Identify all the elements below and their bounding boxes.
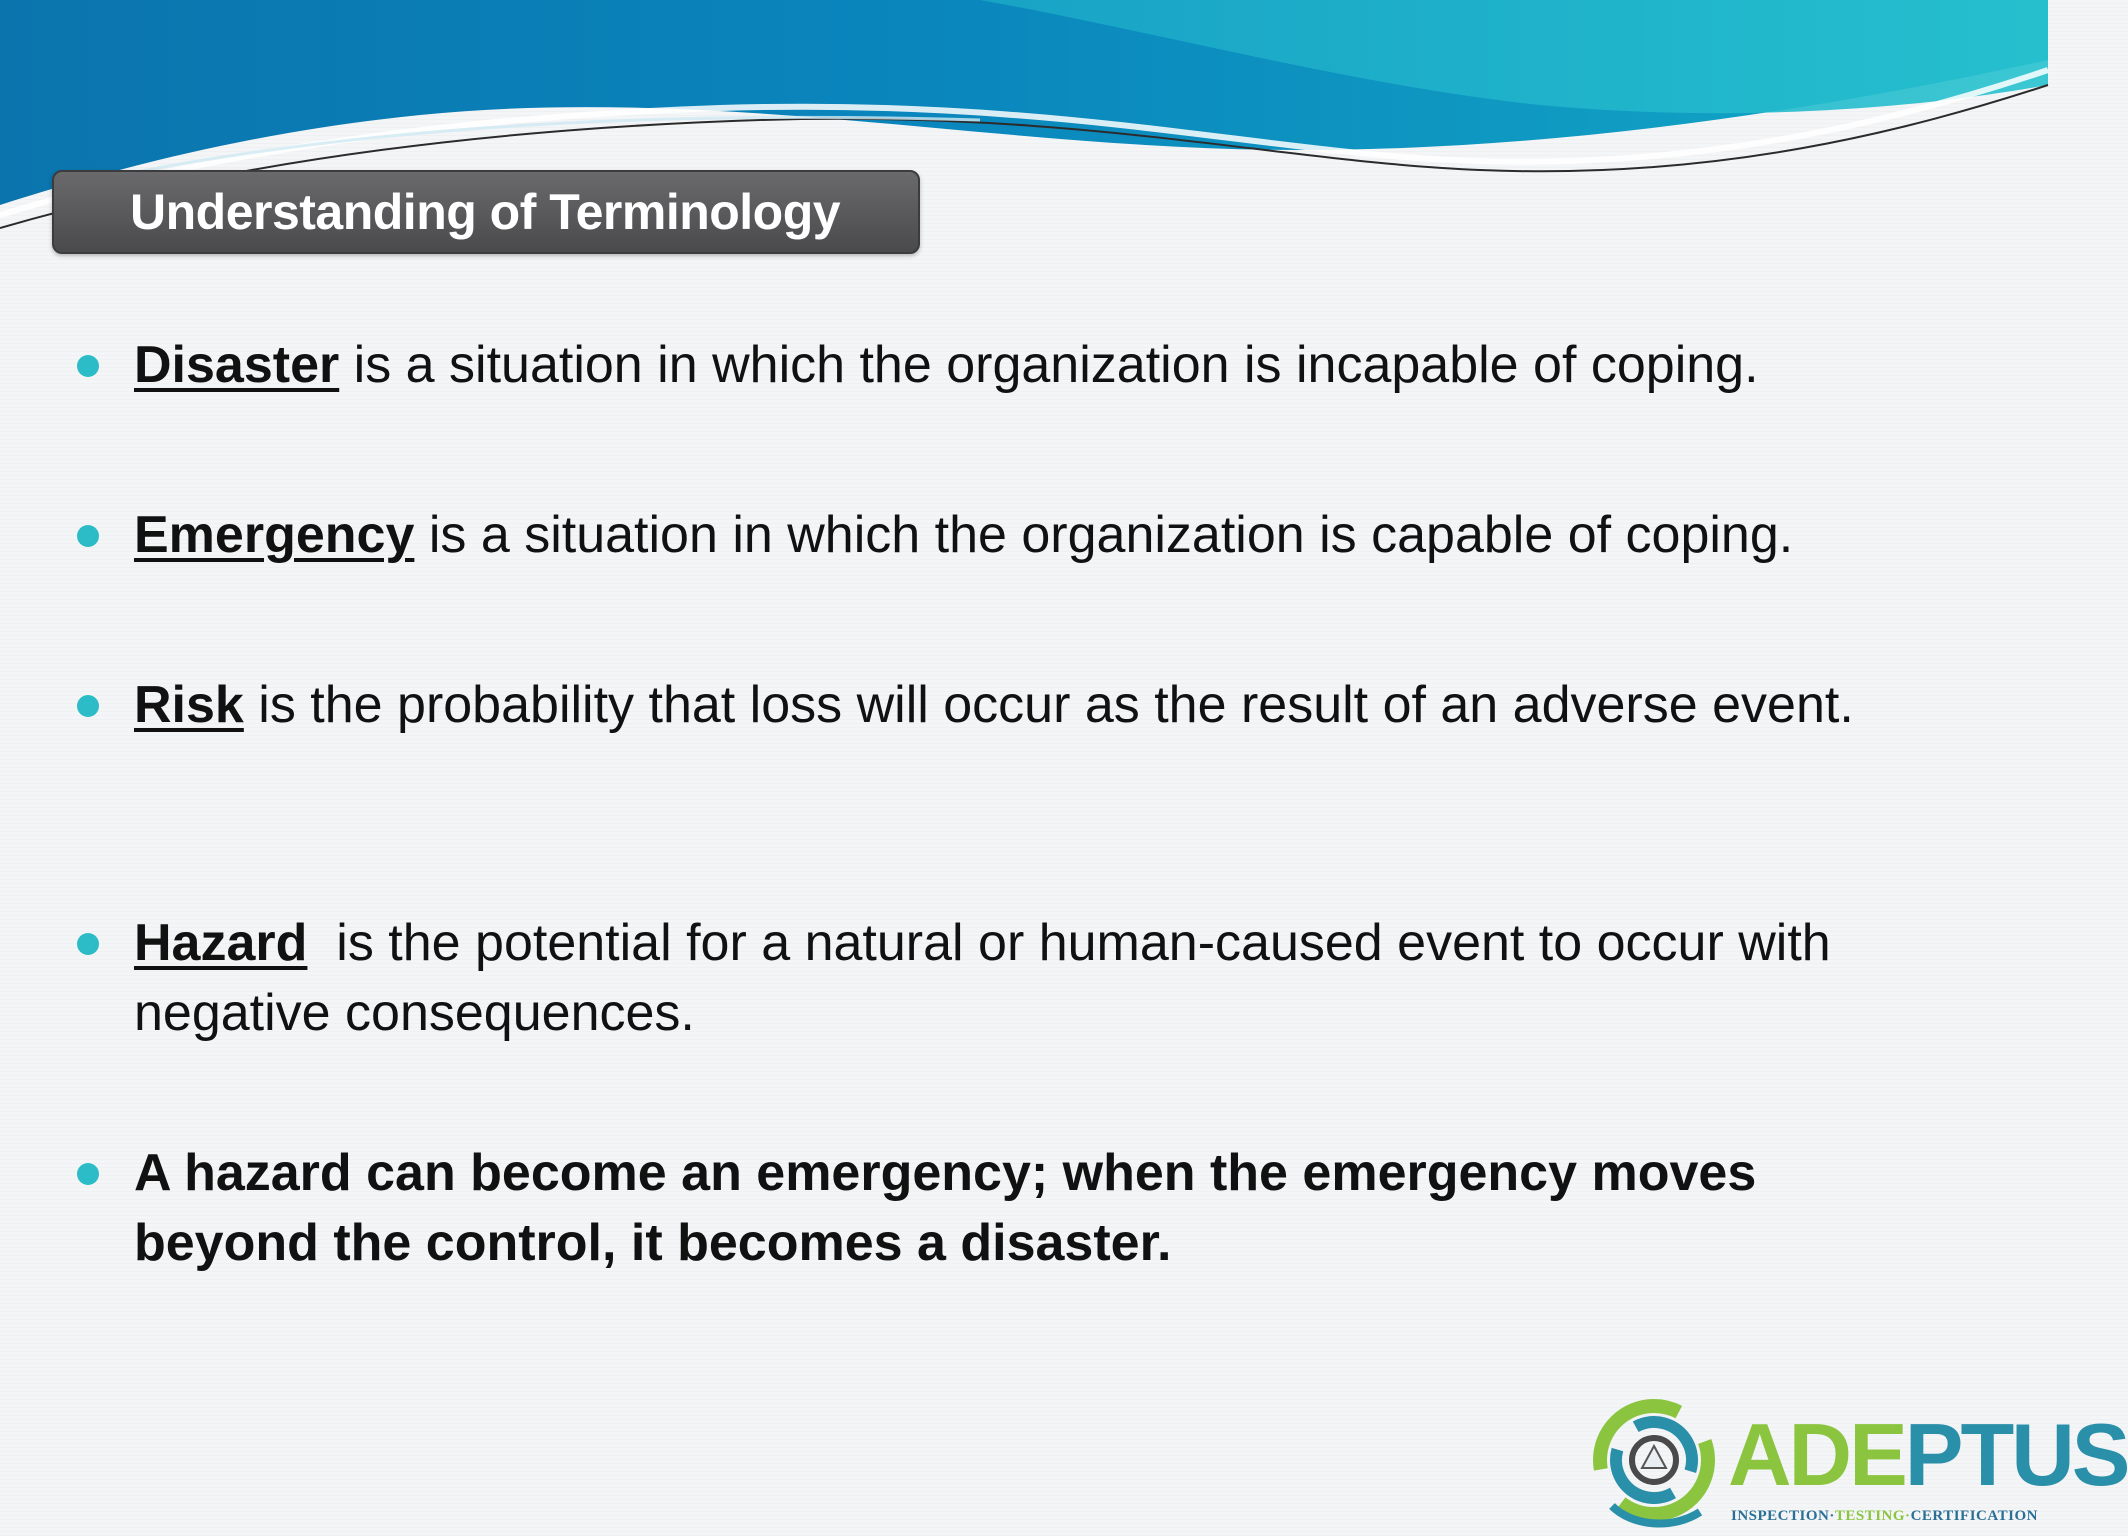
logo-emblem-icon: [1592, 1396, 1722, 1532]
bullet-dot-icon: [77, 355, 99, 377]
bullet-dot-icon: [77, 933, 99, 955]
slide-title: Understanding of Terminology: [130, 184, 841, 240]
bullet-dot-icon: [77, 695, 99, 717]
tagline-inspection: INSPECTION·: [1731, 1508, 1835, 1524]
tagline-certification: CERTIFICATION: [1910, 1508, 2038, 1524]
bullet-summary: [134, 1138, 1894, 1278]
logo-wordmark: [1728, 1405, 2128, 1504]
term-risk: Risk: [134, 676, 244, 734]
bullet-hazard: [134, 908, 1934, 1048]
logo-word-ade: ADE: [1728, 1405, 1905, 1504]
definition-emergency: is a situation in which the organization is capable of coping.: [414, 506, 1794, 564]
definition-risk: is the probability that loss will occur as the result of an adverse event.: [243, 676, 1854, 734]
title-bar: [52, 170, 920, 254]
bullet-dot-icon: [77, 1163, 99, 1185]
term-emergency: Emergency: [134, 506, 415, 564]
bullet-disaster: [134, 330, 1994, 400]
logo-word-ptus: PTUS: [1904, 1405, 2128, 1504]
bullet-risk: [134, 670, 1894, 740]
definition-disaster: is a situation in which the organization is incapable of coping.: [339, 336, 1759, 394]
tagline-testing: TESTING·: [1834, 1508, 1911, 1524]
term-hazard: Hazard: [134, 914, 308, 972]
term-disaster: Disaster: [134, 336, 340, 394]
bullet-emergency: [134, 500, 1994, 570]
bullet-dot-icon: [77, 525, 99, 547]
adeptus-logo: [1592, 1396, 2128, 1536]
logo-tagline: [1731, 1508, 2038, 1525]
definition-hazard: is the potential for a natural or human-caused event to occur with negative consequences.: [134, 914, 1846, 1042]
summary-statement: A hazard can become an emergency; when the emergency moves beyond the control, it becomes a disaster.: [134, 1144, 1757, 1272]
